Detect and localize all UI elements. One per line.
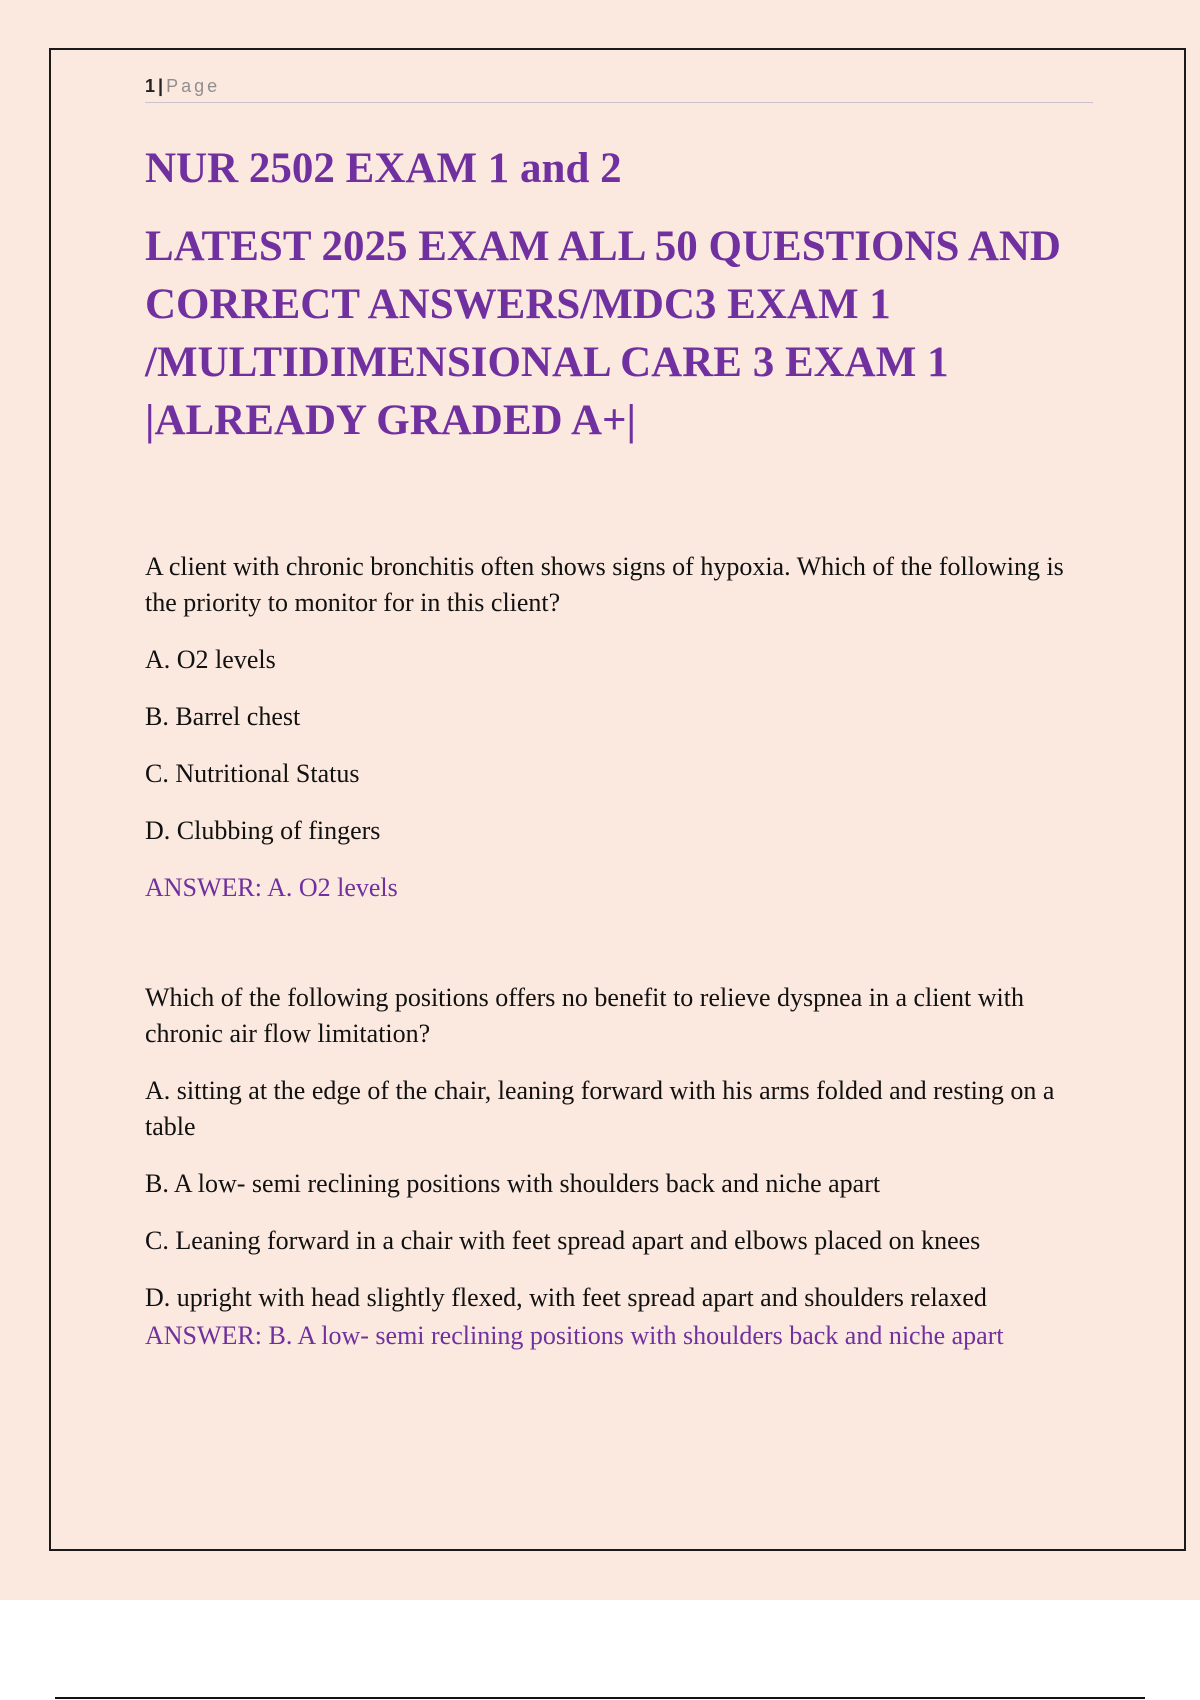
option-a: A. O2 levels (145, 645, 276, 674)
document-title: NUR 2502 EXAM 1 and 2 (145, 145, 622, 192)
page-header (145, 74, 1093, 103)
answer-text: ANSWER: B. A low- semi reclining positions with shoulders back and niche apart (145, 1321, 1004, 1350)
page-separator: | (158, 76, 164, 96)
page-number: 1 (145, 76, 156, 96)
question-1 (145, 549, 1095, 906)
option-c: C. Nutritional Status (145, 759, 360, 788)
option-a: A. sitting at the edge of the chair, leaning forward with his arms folded and resting on a table (145, 1076, 1055, 1141)
option-b: B. Barrel chest (145, 702, 301, 731)
question-text: A client with chronic bronchitis often shows signs of hypoxia. Which of the following is the priority to monitor for in this client? (145, 552, 1064, 617)
question-text: Which of the following positions offers no benefit to relieve dyspnea in a client with chronic air flow limitation? (145, 983, 1024, 1048)
option-d: D. upright with head slightly flexed, with feet spread apart and shoulders relaxed (145, 1283, 987, 1312)
option-b: B. A low- semi reclining positions with shoulders back and niche apart (145, 1169, 881, 1198)
document-subtitle: LATEST 2025 EXAM ALL 50 QUESTIONS AND CORRECT ANSWERS/MDC3 EXAM 1 /MULTIDIMENSIONAL CARE 3 EXAM 1 |ALREADY GRADED A+| (145, 223, 1061, 444)
option-c: C. Leaning forward in a chair with feet spread apart and elbows placed on knees (145, 1226, 981, 1255)
footer-divider (55, 1697, 1145, 1699)
answer-text: ANSWER: A. O2 levels (145, 873, 398, 902)
document-content (145, 140, 1095, 1354)
option-d: D. Clubbing of fingers (145, 816, 381, 845)
page-label: Page (166, 76, 221, 96)
question-2 (145, 980, 1095, 1354)
